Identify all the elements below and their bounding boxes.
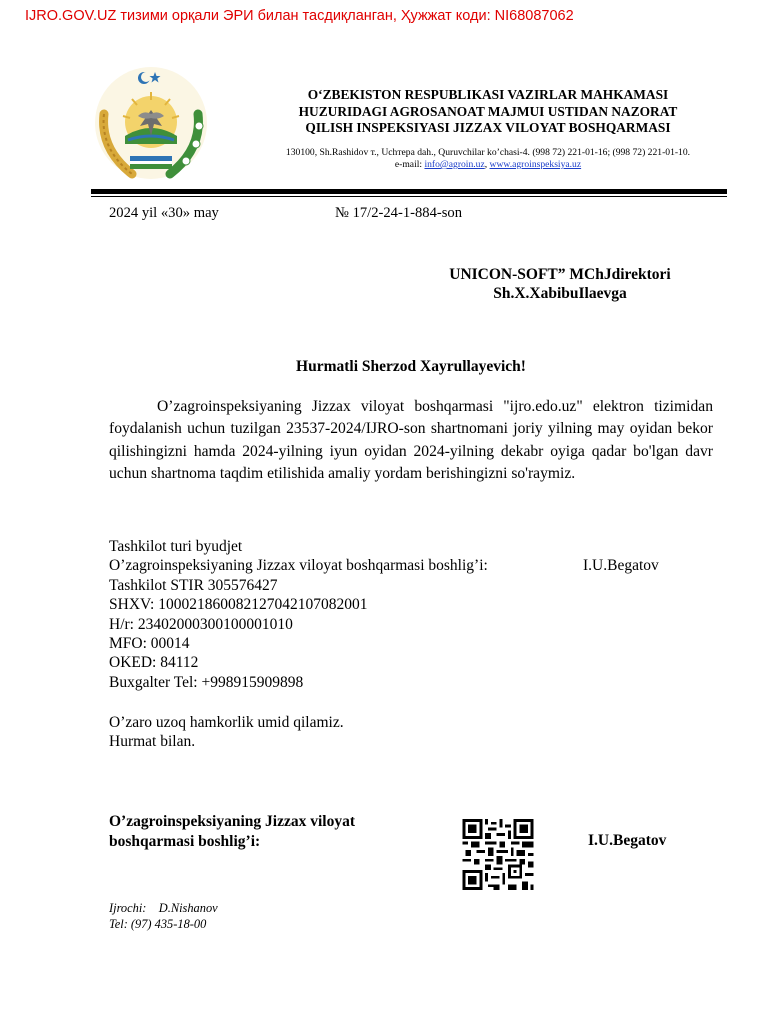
closing-regards: Hurmat bilan.	[109, 733, 196, 751]
recipient-organization: UNICON-SOFT” MChJdirektori	[449, 266, 671, 283]
org-name-line: HUZURIDAGI AGROSANOAT MAJMUI USTIDAN NAZORAT	[298, 103, 678, 119]
website-link[interactable]: www.agroinspeksiya.uz	[489, 159, 582, 170]
state-emblem-icon	[92, 64, 210, 182]
header-divider	[91, 189, 727, 194]
org-name-line: QILISH INSPEKSIYASI JIZZAX VILOYAT BOSHQARMASI	[305, 120, 671, 135]
head-line	[109, 556, 713, 575]
head-name: I.U.Begatov	[583, 557, 659, 575]
closing-block	[109, 713, 344, 752]
accountant-phone: Buxgalter Tel: +998915909898	[109, 673, 304, 691]
registration-number: № 17/2-24-1-884-son	[335, 205, 463, 221]
signatory-title-line: O’zagroinspeksiyaning Jizzax viloyat	[109, 813, 356, 830]
salutation: Hurmatli Sherzod Xayrullayevich!	[296, 358, 526, 375]
document-date: 2024 yil «30» may	[109, 205, 219, 221]
letter-body: O’zagroinspeksiyaning Jizzax viloyat boshqarmasi "ijro.edo.uz" elektron tizimidan foydalanish uchun tuzilgan 23537-2024/IJRO-son shartnomani joriy yilning may oyidan bekor qilishingizni hamda 2024-yilning iyun oyidan 2024-yilning dekabr oyiga qadar bo'lgan davr uchun shartnoma taqdim etilishida amaliy yordam berishingizni so'raymiz.	[109, 398, 713, 482]
postal-address: 130100, Sh.Rashidov т., Uchтepa dah., Quruvchilar ko’chasi-4. (998 72) 221-01-16; (998 72) 221-01-10.	[285, 147, 691, 158]
executor-block	[109, 900, 218, 932]
recipient-block	[410, 265, 710, 303]
executor-label: Ijrochi:	[109, 901, 147, 915]
executor-line	[109, 900, 218, 916]
organization-header	[258, 87, 718, 137]
stir: Tashkilot STIR 305576427	[109, 576, 278, 594]
contact-info	[258, 147, 718, 171]
org-name-line: O‘ZBEKISTON RESPUBLIKASI VAZIRLAR MAHKAMASI	[307, 87, 669, 102]
requisites-block	[109, 537, 713, 692]
email-link[interactable]: info@agroin.uz	[424, 159, 485, 170]
signatory-name: I.U.Begatov	[588, 832, 667, 849]
web-contacts	[258, 159, 718, 171]
email-label: e-mail:	[394, 159, 423, 170]
qr-code-icon	[460, 819, 536, 890]
mfo: MFO: 00014	[109, 634, 190, 652]
contact-separator: ,	[484, 159, 488, 170]
header-divider-thin	[91, 196, 727, 197]
account-number: H/r: 23402000300100001010	[109, 615, 293, 633]
e-signature-stamp: IJRO.GOV.UZ тизими орқали ЭРИ билан тасдиқланган, Ҳужжат коди: NI68087062	[25, 8, 574, 24]
signatory-title-line: boshqarmasi boshlig’i:	[109, 833, 261, 850]
shxv: SHXV: 100021860082127042107082001	[109, 596, 368, 614]
closing-line: O’zaro uzoq hamkorlik umid qilamiz.	[109, 714, 344, 731]
signatory-title	[109, 812, 355, 852]
executor-name: D.Nishanov	[158, 901, 218, 915]
org-type: Tashkilot turi byudjet	[109, 538, 243, 555]
head-label: O’zagroinspeksiyaning Jizzax viloyat boshqarmasi boshlig’i:	[109, 557, 488, 575]
executor-phone: Tel: (97) 435-18-00	[109, 917, 207, 931]
recipient-name: Sh.X.XabibuIlaevga	[493, 285, 627, 302]
oked: OKED: 84112	[109, 654, 199, 672]
